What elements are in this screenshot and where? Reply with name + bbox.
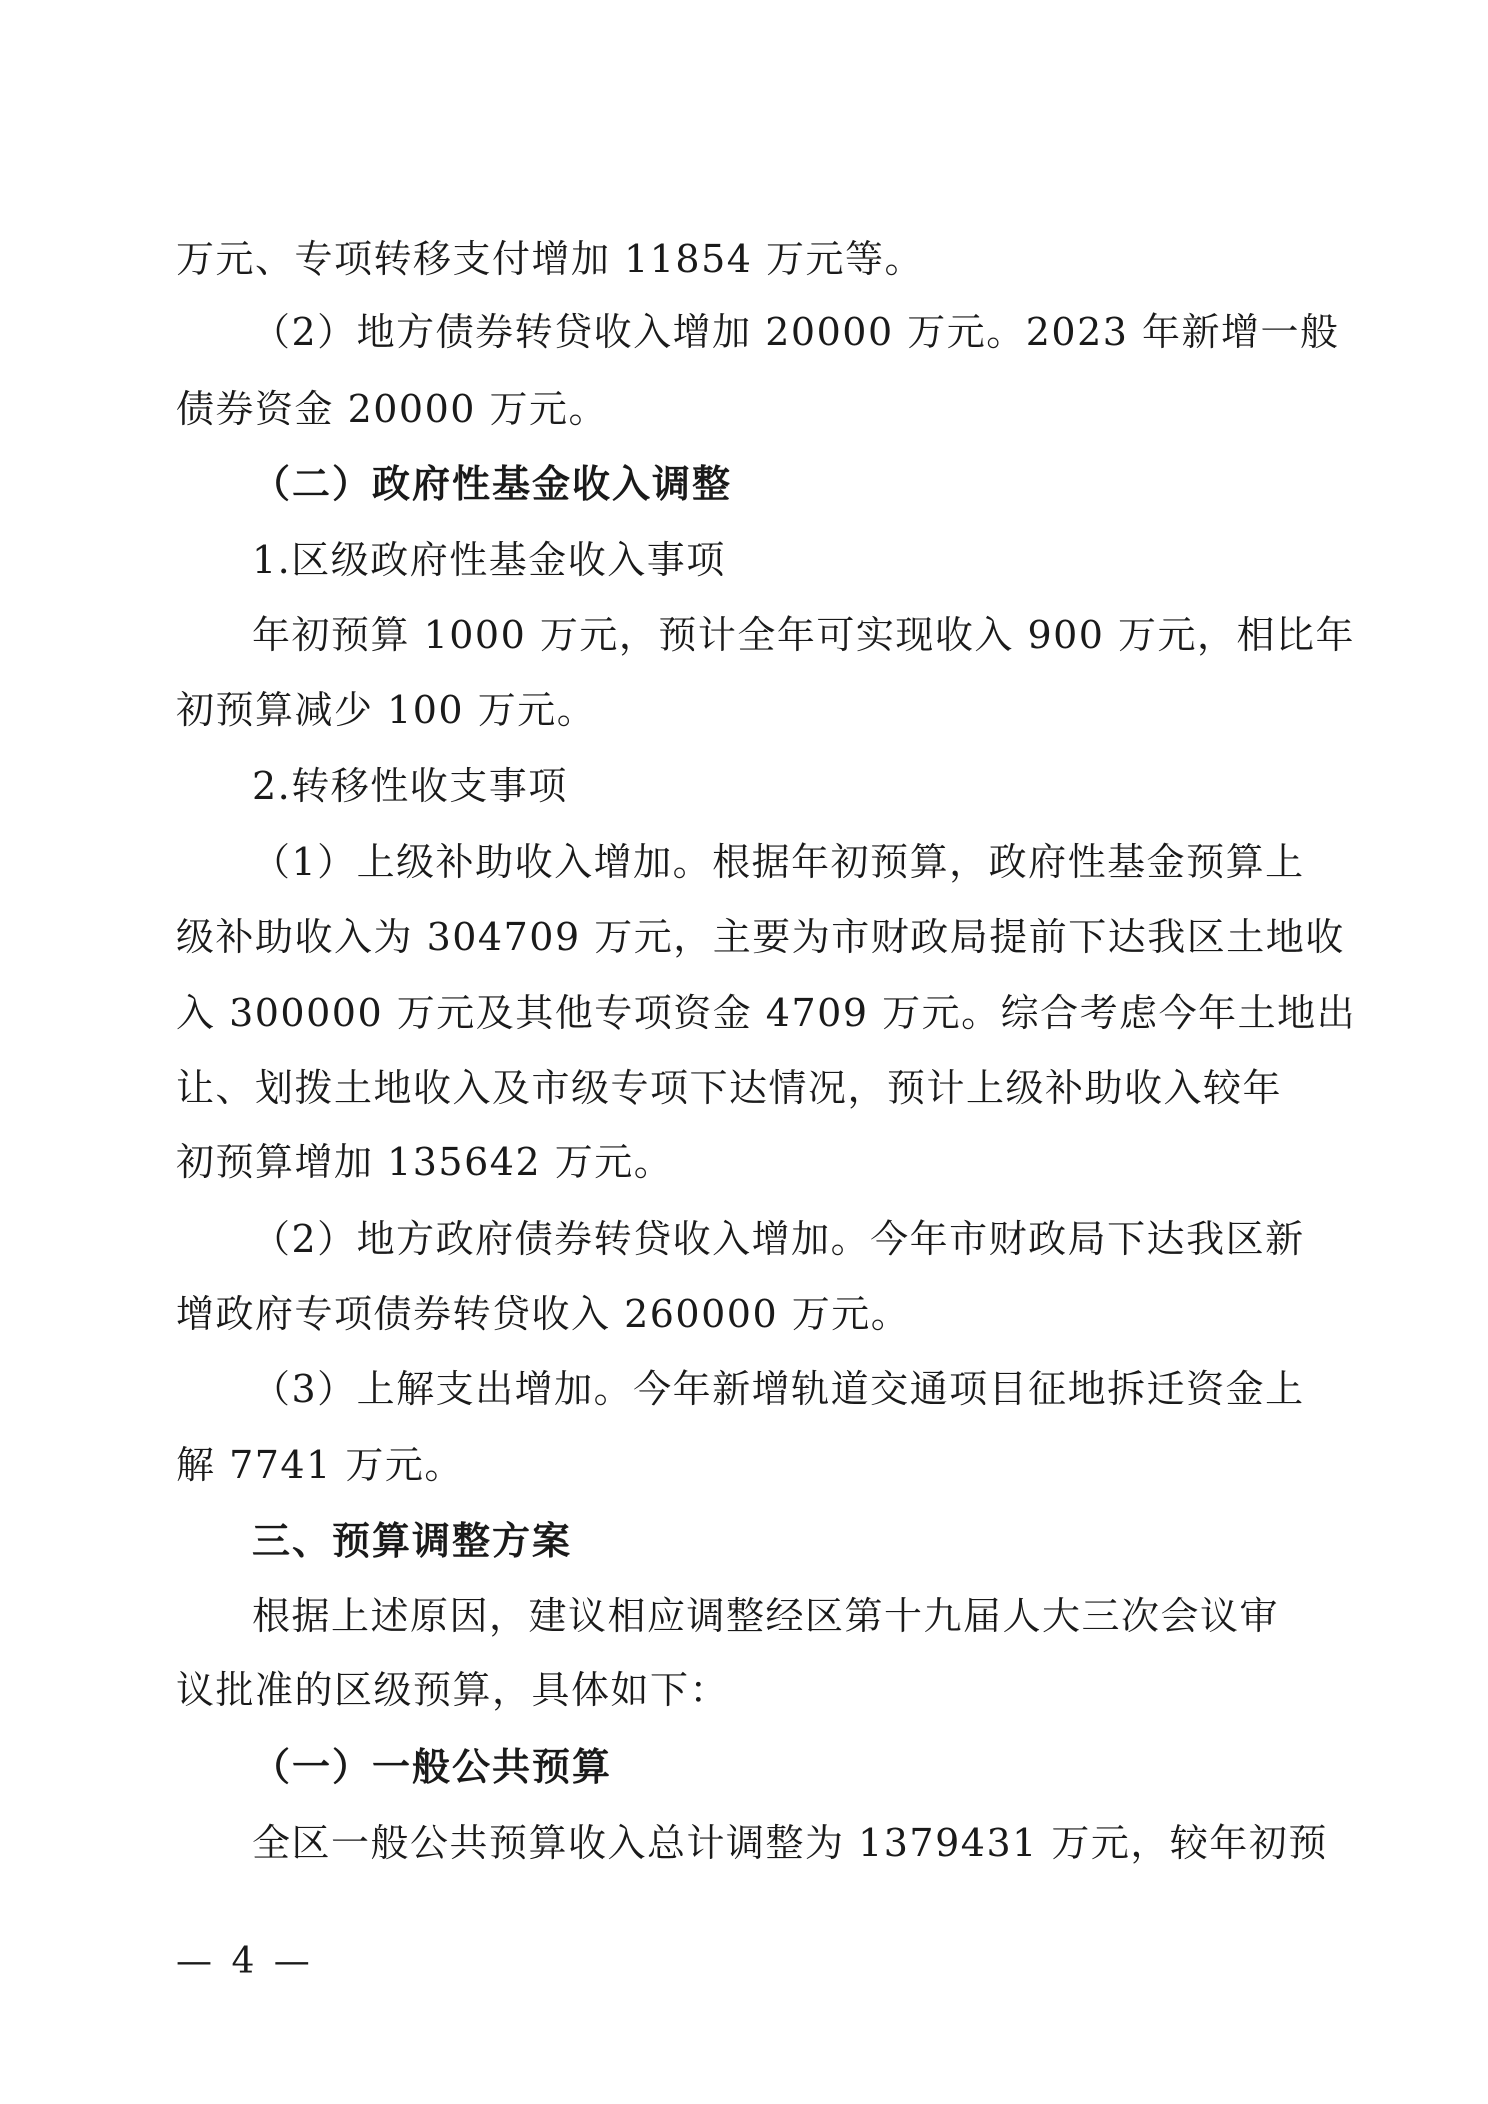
subsection-title-transfer: 2.转移性收支事项 <box>252 764 568 808</box>
text-line-11: 入 300000 万元及其他专项资金 4709 万元。综合考虑今年土地出 <box>176 991 1357 1035</box>
text-line-17: 解 7741 万元。 <box>176 1443 464 1487</box>
text-line-6: 年初预算 1000 万元，预计全年可实现收入 900 万元，相比年 <box>252 613 1356 657</box>
text-line-1: 万元、专项转移支付增加 11854 万元等。 <box>176 237 925 281</box>
text-line-19: 根据上述原因，建议相应调整经区第十九届人大三次会议审 <box>252 1594 1280 1638</box>
text-line-7: 初预算减少 100 万元。 <box>176 688 597 732</box>
text-line-9: （1）上级补助收入增加。根据年初预算，政府性基金预算上 <box>252 840 1305 884</box>
text-line-13: 初预算增加 135642 万元。 <box>176 1140 674 1184</box>
text-line-20: 议批准的区级预算，具体如下： <box>176 1668 730 1712</box>
text-line-10: 级补助收入为 304709 万元，主要为市财政局提前下达我区土地收 <box>176 915 1345 959</box>
text-line-15: 增政府专项债券转贷收入 260000 万元。 <box>176 1292 911 1336</box>
page-number: — 4 — <box>176 1941 314 1982</box>
text-line-2: （2）地方债券转贷收入增加 20000 万元。2023 年新增一般 <box>252 310 1340 354</box>
text-line-14: （2）地方政府债券转贷收入增加。今年市财政局下达我区新 <box>252 1217 1305 1261</box>
subsection-title-district-fund: 1.区级政府性基金收入事项 <box>252 538 726 582</box>
section-heading-general-budget: （一）一般公共预算 <box>252 1745 613 1789</box>
text-line-22: 全区一般公共预算收入总计调整为 1379431 万元，较年初预 <box>252 1821 1328 1865</box>
section-heading-budget-adjustment: 三、预算调整方案 <box>252 1519 573 1563</box>
section-heading-government-fund: （二）政府性基金收入调整 <box>252 462 733 506</box>
text-line-3: 债券资金 20000 万元。 <box>176 387 609 431</box>
text-line-16: （3）上解支出增加。今年新增轨道交通项目征地拆迁资金上 <box>252 1367 1305 1411</box>
text-line-12: 让、划拨土地收入及市级专项下达情况，预计上级补助收入较年 <box>176 1066 1283 1110</box>
